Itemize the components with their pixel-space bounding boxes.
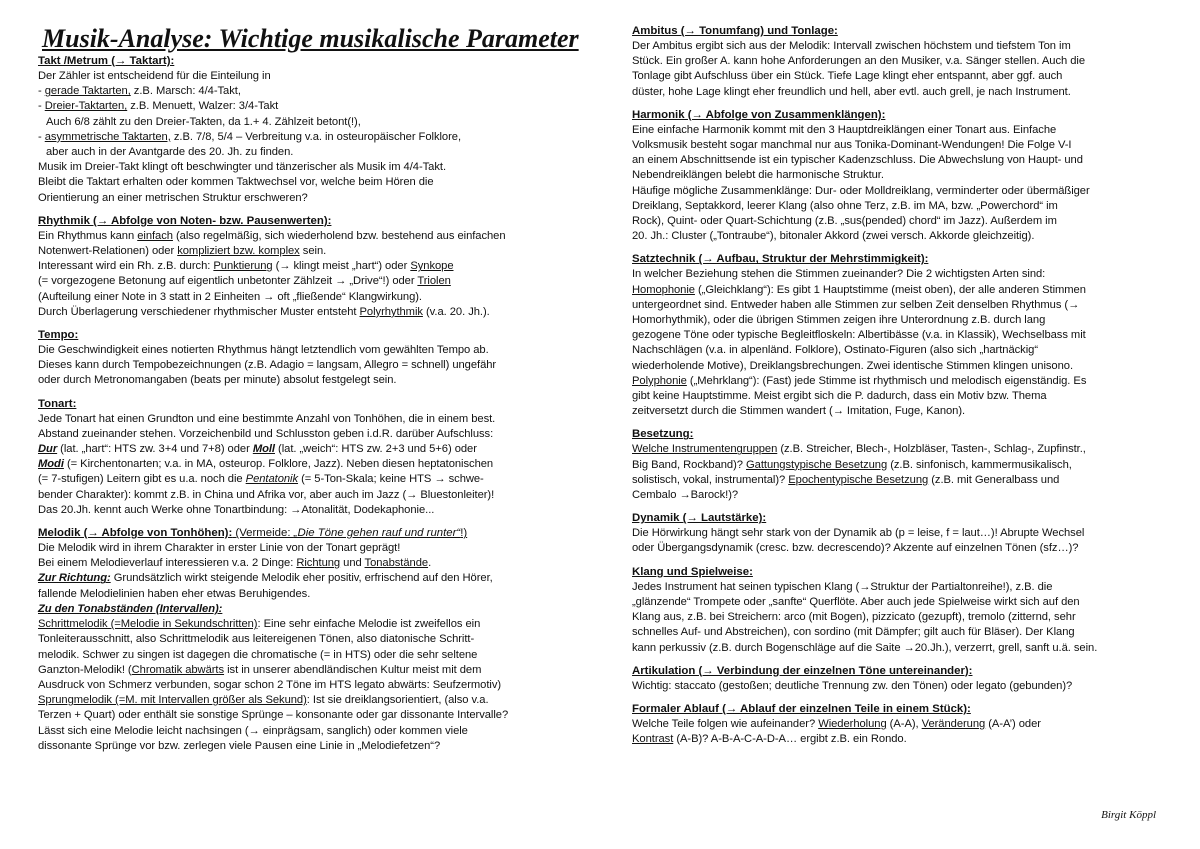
text-line: wiederholende Motive), Dreiklangsbrechungen. Zwei identische Stimmen klingen unisono.	[632, 359, 1074, 372]
section-tonart	[38, 397, 586, 518]
text-line	[632, 442, 1172, 457]
text-run: und	[340, 557, 365, 570]
text-run: (v.a. 20. Jh.).	[422, 305, 490, 318]
text-line: Bleibt die Taktart erhalten oder kommen Taktwechsel vor, welche beim Hören die	[38, 176, 434, 189]
text-line: „glänzende“ Trompete oder „sanfte“ Querflöte. Aber auch jede Spielweise wirkt sich auf den	[632, 595, 1080, 608]
text-line: Rock), Quint- oder Quart-Schichtung (z.B. „sus(pended) chord“ im Jazz). Außerdem im	[632, 215, 1057, 228]
term-dreier-taktarten: Dreier-Taktarten,	[44, 100, 128, 113]
heading-klang: Klang und Spielweise:	[632, 565, 753, 578]
text-line: dissonante Sprünge vor bzw. zerlegen viele Pausen eine Linie in „Melodiefetzen“?	[38, 739, 441, 752]
term-richtung: Richtung	[296, 557, 341, 570]
text-line: Abstand zueinander stehen. Vorzeichenbild und Schlusston geben i.d.R. darüber Aufschluss:	[38, 427, 494, 440]
text-line	[632, 473, 1172, 488]
text-line: schnelles Auf- und Abstreichen), con sordino (mit Dämpfer; gilt auch für Bläser). Der Klang	[632, 626, 1075, 639]
term-moll: Moll	[252, 443, 275, 456]
heading-melodik-text: Melodik (→ Abfolge von Tonhöhen):	[38, 527, 233, 540]
text-run: (= 5-Ton-Skala; keine HTS → schwe-	[298, 473, 484, 486]
text-run: Durch Überlagerung verschiedener rhythmischer Muster entsteht	[38, 305, 360, 318]
text-line: Homorhythmik), oder die übrigen Stimmen zeigen ihre Unterordnung z.B. durch lang	[632, 314, 1046, 327]
text-line	[38, 663, 586, 678]
text-run: -	[38, 100, 45, 113]
text-line: düster, hohe Lage klingt eher freundlich und hell, aber evtl. auch grell, je nach Instrument.	[632, 85, 1071, 98]
text-run: solistisch, vokal, instrumental)?	[632, 473, 789, 486]
text-line: Häufige mögliche Zusammenklänge: Dur- oder Molldreiklang, verminderter oder übermäßiger	[632, 184, 1090, 197]
term-chromatik-abwaerts: Chromatik abwärts	[131, 663, 225, 676]
text-run: (→ klingt meist „hart“) oder	[272, 260, 411, 273]
text-line	[632, 717, 1172, 732]
text-line: zeitversetzt durch die Stimmen wandert (→ Imitation, Fuge, Kanon).	[632, 405, 966, 418]
text-run: Big Band, Rockband)?	[632, 458, 747, 471]
subheading-richtung: Zur Richtung:	[38, 572, 111, 585]
heading-ambitus: Ambitus (→ Tonumfang) und Tonlage:	[632, 25, 838, 37]
heading-melodik	[38, 526, 586, 541]
right-column	[632, 24, 1172, 755]
text-line: an einem Abschnittsende ist ein typischer Kadenzschluss. Die Abwechslung von Haupt- und	[632, 154, 1083, 167]
text-run: z.B. Marsch: 4/4-Takt,	[130, 85, 241, 98]
heading-melodik-note	[232, 527, 467, 539]
text-run: ist in unserer abendländischen Kultur meist mit dem	[224, 663, 482, 676]
text-line: gezogene Töne oder typische Begleitfloskeln: Albertibässe (v.a. in Klassik), Wechselbass mit	[632, 329, 1086, 342]
text-line	[38, 556, 586, 571]
text-run: !)	[460, 527, 468, 540]
section-tempo	[38, 328, 586, 389]
text-line	[38, 602, 586, 617]
text-run: „Die Töne gehen rauf und runter“	[293, 527, 461, 540]
text-line: fallende Melodielinien haben eher etwas Beruhigendes.	[38, 587, 311, 600]
text-line	[38, 693, 586, 708]
text-run: .	[428, 557, 432, 570]
section-harmonik	[632, 108, 1172, 245]
text-run: (= vorgezogene Betonung auf eigentlich unbetonter Zählzeit → „Drive“!) oder	[38, 275, 418, 288]
text-line	[38, 229, 586, 244]
text-run: (A-B)? A-B-A-C-A-D-A… ergibt z.B. ein Rondo.	[673, 733, 907, 746]
text-line	[632, 732, 1172, 747]
heading-tempo: Tempo:	[38, 329, 79, 342]
text-line: gibt keine Hauptstimme. Meist ergibt sich die P. dadurch, dass ein Motiv bzw. Thema	[632, 390, 1047, 403]
text-line	[632, 374, 1172, 389]
text-line: Lässt sich eine Melodie leicht nachsingen (→ einprägsam, sanglich) oder kommen viele	[38, 724, 468, 737]
text-run: Ein Rhythmus kann	[38, 229, 138, 242]
text-run: (= 7-stufigen) Leitern gibt es u.a. noch die	[38, 473, 246, 486]
heading-tonart: Tonart:	[38, 397, 77, 410]
term-asymmetrische-taktarten: asymmetrische Taktarten,	[44, 130, 171, 143]
heading-rhythmik: Rhythmik (→ Abfolge von Noten- bzw. Pausenwerten):	[38, 214, 332, 227]
text-line: Stück. Ein großer A. kann hohe Anforderungen an den Musiker, v.a. Sänger stellen. Auch die	[632, 55, 1086, 68]
text-run: Welche Teile folgen wie aufeinander?	[632, 717, 819, 730]
term-modi: Modi	[38, 458, 64, 471]
text-run: (lat. „weich“: HTS zw. 2+3 und 5+6) oder	[274, 443, 477, 456]
section-takt	[38, 54, 586, 206]
text-line: Die Geschwindigkeit eines notierten Rhythmus hängt letztendlich vom gewählten Tempo ab.	[38, 344, 489, 357]
text-run: (z.B. Streicher, Blech-, Holzbläser, Tasten-, Schlag-, Zupfinstr.,	[777, 443, 1086, 456]
text-run: sein.	[299, 245, 327, 258]
text-line: oder Übergangsdynamik (cresc. bzw. decrescendo)? Akzente auf einzelnen Tönen (sfz…)?	[632, 542, 1079, 555]
text-line	[38, 571, 586, 586]
text-line: Der Zähler ist entscheidend für die Einteilung in	[38, 70, 271, 82]
text-run: : Eine sehr einfache Melodie ist zweifellos ein	[257, 618, 481, 631]
text-line	[38, 305, 586, 320]
text-line	[38, 617, 586, 632]
text-line: Eine einfache Harmonik kommt mit den 3 Hauptdreiklängen einer Tonart aus. Einfache	[632, 123, 1057, 136]
term-pentatonik: Pentatonik	[245, 473, 299, 486]
text-line	[38, 457, 586, 472]
section-dynamik	[632, 511, 1172, 556]
term-gerade-taktarten: gerade Taktarten,	[44, 85, 131, 98]
page-title: Musik-Analyse: Wichtige musikalische Parameter	[42, 24, 579, 53]
term-synkope: Synkope	[410, 260, 454, 273]
text-run: : Ist sie dreiklangsorientiert, (also v.a.	[306, 694, 489, 707]
text-line	[38, 244, 586, 259]
text-line: Klang aus, z.B. bei Streichern: arco (mit Bogen), pizzicato (gezupft), tremolo (zitternd, sehr	[632, 611, 1076, 624]
text-run: (z.B. mit Generalbass und	[928, 473, 1060, 486]
text-line: Cembalo →Barock!)?	[632, 489, 739, 502]
term-instrumentengruppen: Welche Instrumentengruppen	[632, 443, 778, 456]
text-line: Die Melodik wird in ihrem Charakter in erster Linie von der Tonart geprägt!	[38, 542, 401, 555]
text-line	[38, 442, 586, 457]
term-triolen: Triolen	[417, 275, 451, 288]
text-line: Orientierung an einer metrischen Struktur erschweren?	[38, 191, 308, 204]
section-rhythmik	[38, 214, 586, 320]
term-wiederholung: Wiederholung	[818, 717, 887, 730]
text-line	[38, 274, 586, 289]
term-schrittmelodik: Schrittmelodik (=Melodie in Sekundschritten)	[38, 618, 258, 631]
term-einfach: einfach	[137, 229, 173, 242]
text-line: Jedes Instrument hat seinen typischen Klang (→Struktur der Partialtonreihe!), z.B. die	[632, 580, 1053, 593]
text-run: (Vermeide:	[232, 527, 294, 540]
section-melodik	[38, 526, 586, 754]
text-line: Tonlage gibt Aufschluss über ein Stück. Tiefe Lage klingt eher entspannt, aber ggf. auch	[632, 70, 1063, 83]
term-polyphonie: Polyphonie	[632, 374, 687, 387]
text-run: („Mehrklang“): (Fast) jede Stimme ist rhythmisch und melodisch eigenständig. Es	[686, 374, 1087, 387]
text-line: Die Hörwirkung hängt sehr stark von der Dynamik ab (p = leise, f = laut…)! Abrupte Wechsel	[632, 527, 1085, 540]
text-line	[38, 259, 586, 274]
heading-formaler-ablauf: Formaler Ablauf (→ Ablauf der einzelnen Teile in einem Stück):	[632, 702, 971, 715]
text-line: bender Charakter): kommt z.B. in China und Afrika vor, aber auch im Jazz (→ Bluestonleiter)!	[38, 488, 495, 501]
section-satztechnik	[632, 252, 1172, 419]
text-line: Auch 6/8 zählt zu den Dreier-Takten, da 1.+ 4. Zählzeit betont(!),	[46, 115, 361, 128]
text-run: (A-A’) oder	[985, 717, 1041, 730]
text-run: (lat. „hart“: HTS zw. 3+4 und 7+8) oder	[57, 443, 253, 456]
section-ambitus	[632, 24, 1172, 100]
text-run: z.B. 7/8, 5/4 – Verbreitung v.a. in osteuropäischer Folklore,	[170, 130, 462, 143]
text-run: (also regelmäßig, sich wiederholend bzw. bestehend aus einfachen	[172, 229, 506, 242]
term-epochentypische-besetzung: Epochentypische Besetzung	[788, 473, 929, 486]
text-run: -	[38, 85, 45, 98]
section-formaler-ablauf	[632, 702, 1172, 747]
text-line: Terzen + Quart) oder enthält sie sonstige Sprünge – konsonante oder gar dissonante Intervalle?	[38, 709, 509, 722]
section-klang	[632, 565, 1172, 656]
text-line: Volksmusik besteht sogar manchmal nur aus Tonika-Dominant-Wendungen! Die Folge V-I	[632, 139, 1072, 152]
text-line: melodik. Schwer zu singen ist dagegen die chromatische (= in HTS) oder die sehr seltene	[38, 648, 478, 661]
left-column	[38, 24, 586, 762]
text-line: Dieses kann durch Tempobezeichnungen (z.B. Adagio = langsam, Allegro = schnell) ungefähr	[38, 359, 497, 372]
term-polyrhythmik: Polyrhythmik	[359, 305, 423, 318]
text-line: untergeordnet sind. Entweder haben alle Stimmen zur selben Zeit denselben Rhythmus (→	[632, 298, 1080, 311]
text-run: (z.B. sinfonisch, kammermusikalisch,	[887, 458, 1072, 471]
term-tonabstaende: Tonabstände	[364, 557, 429, 570]
heading-artikulation: Artikulation (→ Verbindung der einzelnen Töne untereinander):	[632, 664, 973, 677]
author-signature: Birgit Köppl	[1101, 809, 1156, 821]
text-line: Dreiklang, Septakkord, leerer Klang (also ohne Terz, z.B. im MA, bzw. „Powerchord“ im	[632, 199, 1058, 212]
text-line: aber auch in der Avantgarde des 20. Jh. zu finden.	[46, 146, 294, 159]
text-line: Das 20.Jh. kennt auch Werke ohne Tonartbindung: →Atonalität, Dodekaphonie...	[38, 503, 435, 516]
text-line: Wichtig: staccato (gestoßen; deutliche Trennung zw. den Tönen) oder legato (gebunden)?	[632, 679, 1073, 692]
text-line: Nachschlägen (v.a. in alpenländ. Folklore), Ostinato-Figuren (also sich „hartnäckig“	[632, 344, 1038, 357]
heading-dynamik: Dynamik (→ Lautstärke):	[632, 512, 767, 525]
text-run: (A-A),	[886, 717, 922, 730]
subheading-tonabstaende: Zu den Tonabständen (Intervallen):	[38, 602, 223, 615]
text-line: kann perkussiv (z.B. durch Bogenschläge auf die Saite →20.Jh.), verzerrt, grell, sanft u.ä. sein.	[632, 641, 1098, 654]
term-kompliziert: kompliziert bzw. komplex	[177, 245, 300, 258]
text-run: („Gleichklang“): Es gibt 1 Hauptstimme (meist oben), der alle anderen Stimmen	[694, 283, 1086, 296]
term-kontrast: Kontrast	[632, 733, 674, 746]
text-line: Tonleiterausschnitt, also Schrittmelodik aus leitereigenen Tönen, also diatonische Schritt-	[38, 633, 475, 646]
text-line	[38, 130, 586, 145]
text-line: Nebendreiklängen belebt die harmonische Struktur.	[632, 169, 884, 182]
text-run: Ganzton-Melodik! (	[38, 663, 132, 676]
text-run: Grundsätzlich wirkt steigende Melodik eher positiv, erfrischend auf den Hörer,	[110, 572, 493, 585]
text-line: (Aufteilung einer Note in 3 statt in 2 Einheiten → oft „fließende“ Klangwirkung).	[38, 290, 422, 303]
text-line	[38, 84, 586, 99]
heading-harmonik: Harmonik (→ Abfolge von Zusammenklängen):	[632, 108, 886, 121]
text-line: Ausdruck von Schmerz verbunden, sogar schon 2 Töne im HTS legato abwärts: Seufzermotiv)	[38, 678, 502, 691]
term-gattungstypische-besetzung: Gattungstypische Besetzung	[746, 458, 888, 471]
text-line	[38, 99, 586, 114]
term-veraenderung: Veränderung	[921, 717, 986, 730]
text-run: -	[38, 130, 45, 143]
text-line	[38, 472, 586, 487]
text-line: In welcher Beziehung stehen die Stimmen zueinander? Die 2 wichtigsten Arten sind:	[632, 268, 1046, 281]
heading-takt: Takt /Metrum (→ Taktart):	[38, 55, 175, 67]
term-punktierung: Punktierung	[213, 260, 273, 273]
term-homophonie: Homophonie	[632, 283, 695, 296]
text-line	[632, 458, 1172, 473]
heading-besetzung: Besetzung:	[632, 428, 694, 441]
text-line: Musik im Dreier-Takt klingt oft beschwingter und tänzerischer als Musik im 4/4-Takt.	[38, 161, 447, 174]
text-run: Interessant wird ein Rh. z.B. durch:	[38, 260, 214, 273]
text-line: Der Ambitus ergibt sich aus der Melodik: Intervall zwischen höchstem und tiefstem Ton im	[632, 40, 1071, 52]
text-run: (= Kirchentonarten; v.a. in MA, osteurop. Folklore, Jazz). Neben diesen heptatonischen	[63, 458, 494, 471]
term-sprungmelodik: Sprungmelodik (=M. mit Intervallen größer als Sekund)	[38, 694, 307, 707]
section-artikulation	[632, 664, 1172, 694]
section-besetzung	[632, 427, 1172, 503]
text-line: 20. Jh.: Cluster („Tontraube“), bitonaler Akkord (zwei versch. Akkorde gleichzeitig).	[632, 230, 1035, 243]
text-line: Jede Tonart hat einen Grundton und eine bestimmte Anzahl von Tonhöhen, die in einem best.	[38, 412, 496, 425]
text-run: Notenwert-Relationen) oder	[38, 245, 178, 258]
text-line: oder durch Metronomangaben (beats per minute) absolut festgelegt sein.	[38, 374, 397, 387]
text-run: Bei einem Melodieverlauf interessieren v.a. 2 Dinge:	[38, 557, 297, 570]
heading-satztechnik: Satztechnik (→ Aufbau, Struktur der Mehrstimmigkeit):	[632, 253, 929, 266]
text-line	[632, 283, 1172, 298]
text-run: z.B. Menuett, Walzer: 3/4-Takt	[127, 100, 279, 113]
term-dur: Dur	[38, 443, 58, 456]
